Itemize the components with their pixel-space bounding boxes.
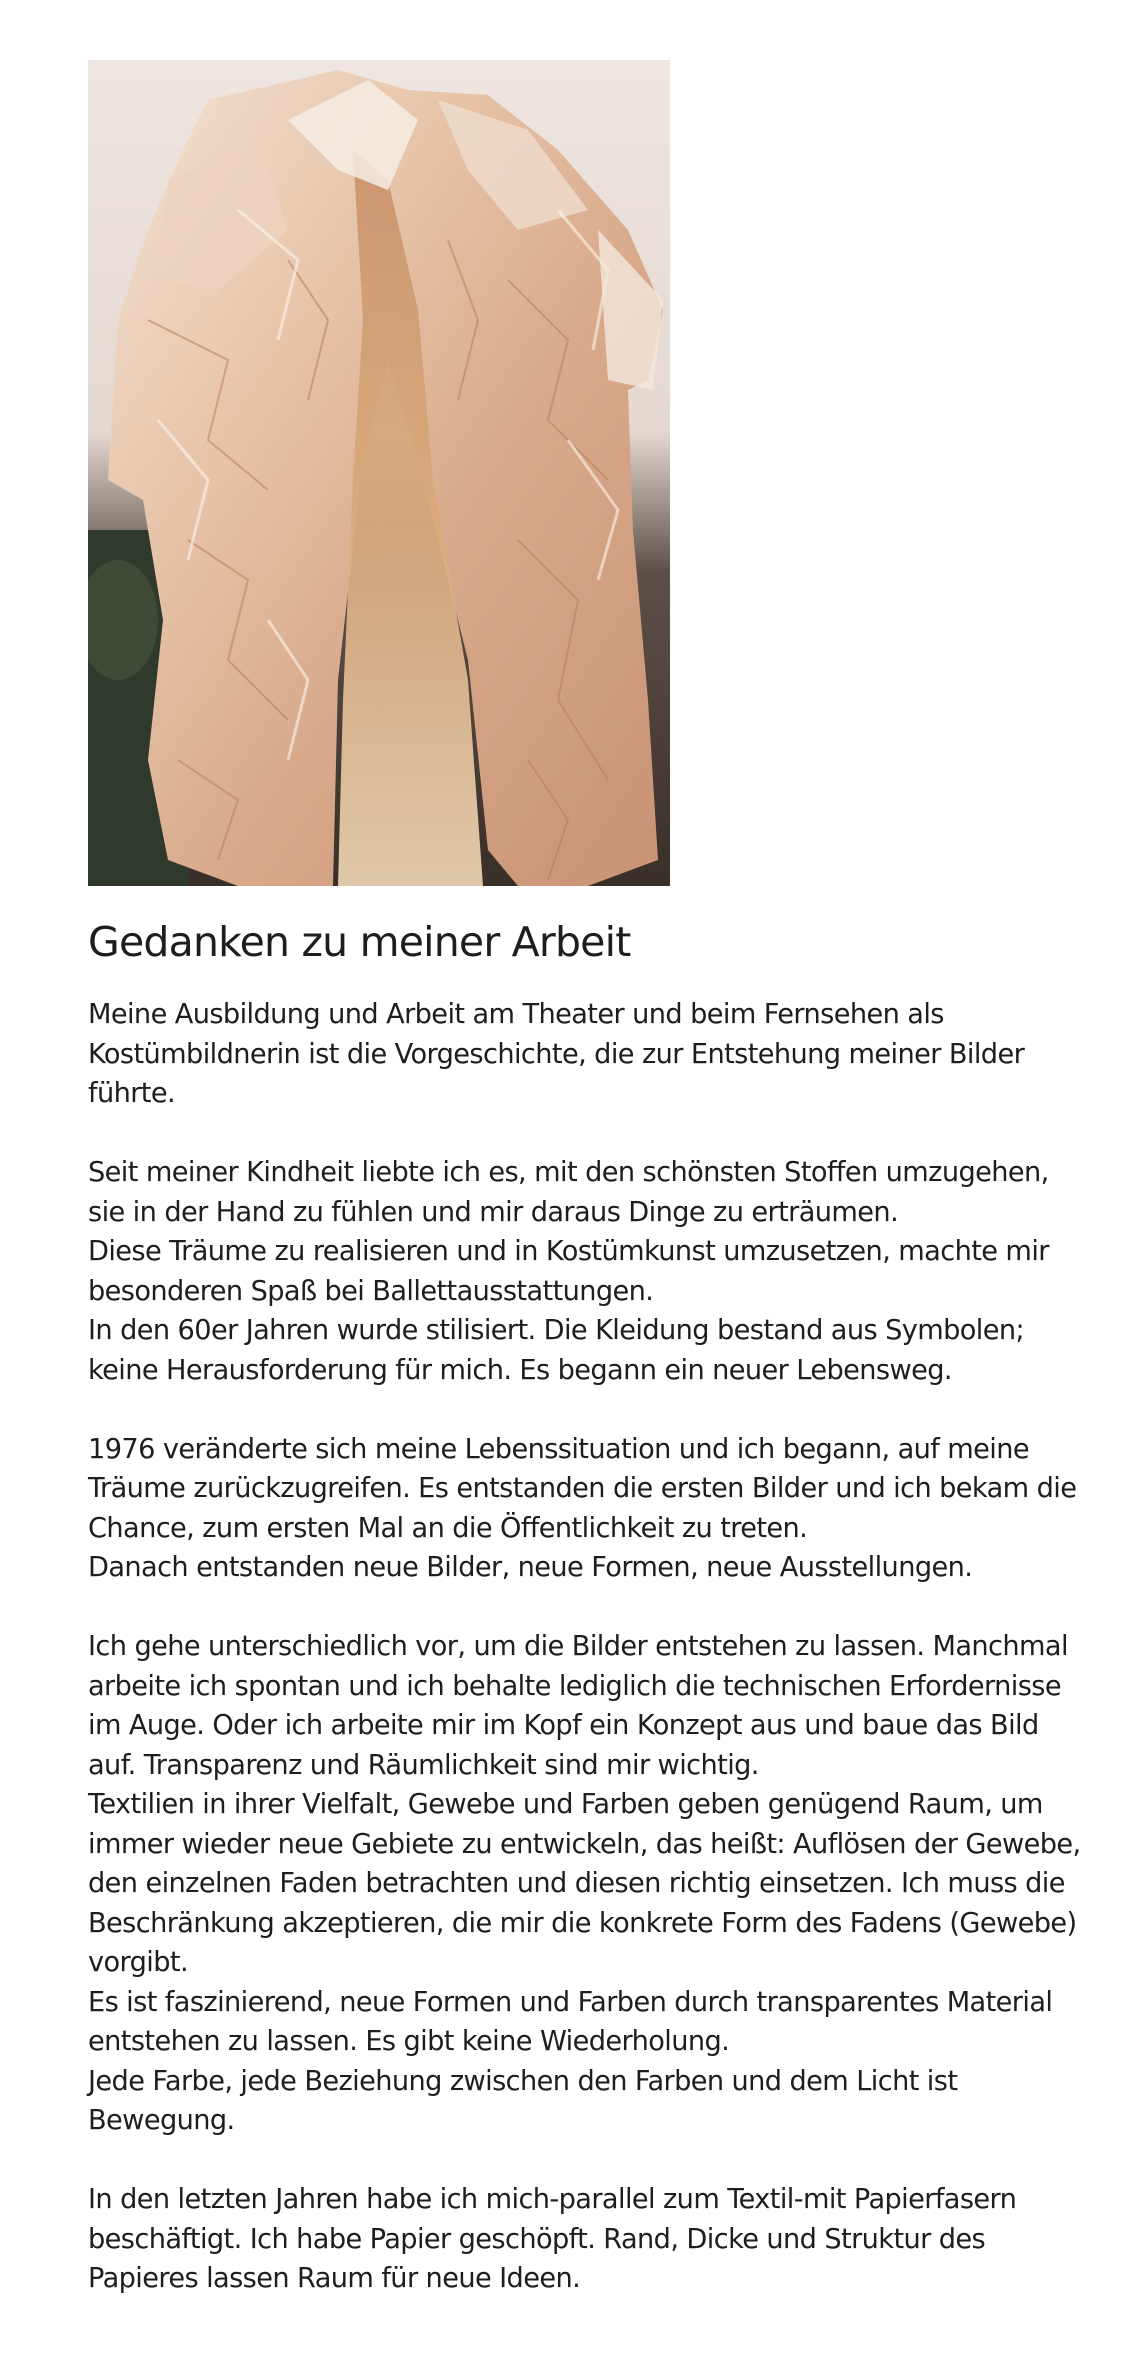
text-line: In den letzten Jahren habe ich mich-parallel zum Textil-mit Papierfasern [88,2184,1017,2215]
paragraph-1 [88,995,1088,1114]
text-line: Kostümbildnerin ist die Vorgeschichte, die zur Entstehung meiner Bilder [88,1038,1025,1070]
paper-costume-image [88,60,670,886]
text-line: Diese Träume zu realisieren und in Kostümkunst umzusetzen, machte mir [88,1236,1049,1267]
text-line: entstehen zu lassen. Es gibt keine Wiederholung. [88,2026,730,2057]
text-line: Beschränkung akzeptieren, die mir die konkrete Form des Fadens (Gewebe) [88,1907,1077,1939]
text-line: Seit meiner Kindheit liebte ich es, mit den schönsten Stoffen umzugehen, [88,1157,1049,1188]
text-line: Ich gehe unterschiedlich vor, um die Bilder entstehen zu lassen. Manchmal [88,1631,1068,1662]
paragraph-4 [88,1627,1088,2141]
text-line: Textilien in ihrer Vielfalt, Gewebe und Farben geben genügend Raum, um [88,1789,1043,1820]
text-line: Danach entstanden neue Bilder, neue Formen, neue Ausstellungen. [88,1552,973,1583]
article-body [88,995,1088,2338]
text-line: arbeite ich spontan und ich behalte lediglich die technischen Erfordernisse [88,1670,1061,1702]
paragraph-3 [88,1430,1088,1588]
text-line: immer wieder neue Gebiete zu entwickeln, das heißt: Auflösen der Gewebe, [88,1828,1081,1860]
text-line: beschäftigt. Ich habe Papier geschöpft. Rand, Dicke und Struktur des [88,2223,986,2255]
text-line: besonderen Spaß bei Ballettausstattungen. [88,1275,654,1307]
text-line: keine Herausforderung für mich. Es begann ein neuer Lebensweg. [88,1354,952,1386]
text-line: In den 60er Jahren wurde stilisiert. Die Kleidung bestand aus Symbolen; [88,1315,1025,1346]
text-line: Bewegung. [88,2105,235,2136]
text-line: Es ist faszinierend, neue Formen und Farben durch transparentes Material [88,1986,1053,2018]
page-title: Gedanken zu meiner Arbeit [88,918,631,966]
text-line: Jede Farbe, jede Beziehung zwischen den Farben und dem Licht ist [88,2065,958,2097]
paragraph-5 [88,2180,1088,2299]
text-line: 1976 veränderte sich meine Lebenssituation und ich begann, auf meine [88,1433,1029,1465]
text-line: den einzelnen Faden betrachten und diesen richtig einsetzen. Ich muss die [88,1868,1065,1899]
text-line: Träume zurückzugreifen. Es entstanden die ersten Bilder und ich bekam die [88,1473,1077,1504]
paragraph-2 [88,1153,1088,1390]
text-line: vorgibt. [88,1947,188,1978]
text-line: auf. Transparenz und Räumlichkeit sind mir wichtig. [88,1749,759,1781]
text-line: Meine Ausbildung und Arbeit am Theater und beim Fernsehen als [88,999,944,1030]
artwork-photo [88,60,670,886]
text-line: führte. [88,1078,176,1109]
text-line: Chance, zum ersten Mal an die Öffentlichkeit zu treten. [88,1512,808,1544]
text-line: im Auge. Oder ich arbeite mir im Kopf ein Konzept aus und baue das Bild [88,1710,1039,1741]
text-line: sie in der Hand zu fühlen und mir daraus Dinge zu erträumen. [88,1196,899,1228]
text-line: Papieres lassen Raum für neue Ideen. [88,2263,581,2294]
